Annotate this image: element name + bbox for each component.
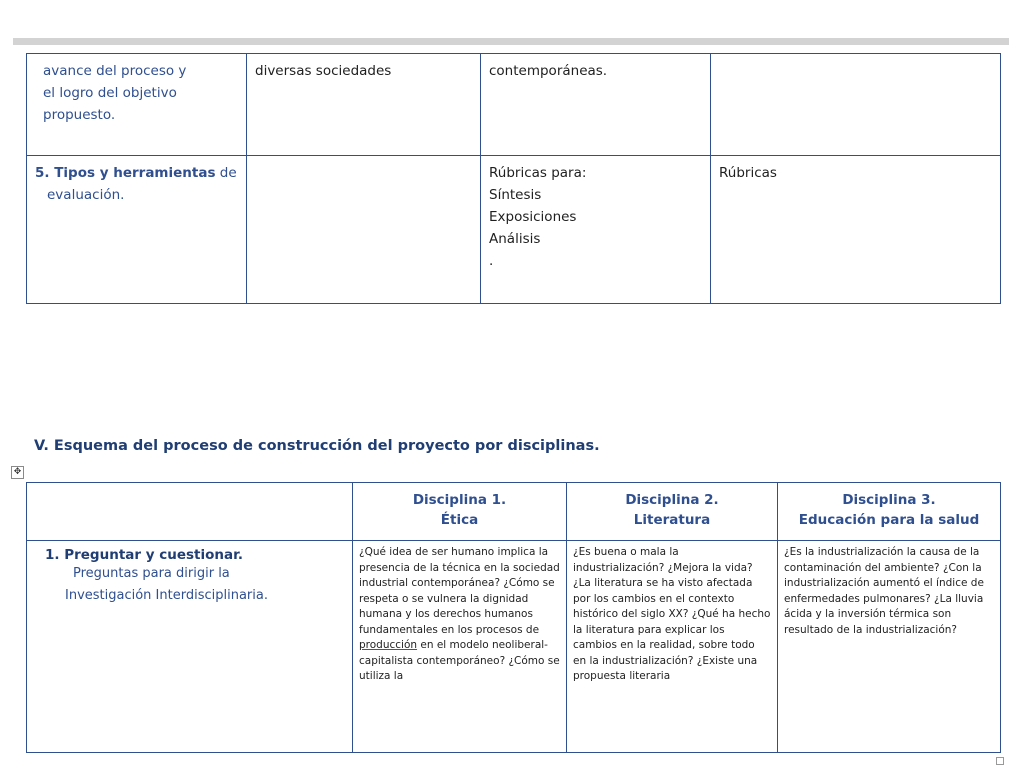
table-cell (711, 156, 1001, 304)
table-cell-evaluation-types (27, 156, 247, 304)
header-discipline-3 (778, 483, 1001, 541)
cell-text: ¿Qué idea de ser humano implica la presencia de la técnica en la sociedad industrial contemporánea? ¿Cómo se respeta o se vulnera la dignidad humana y los derechos humanos fundamentales en los procesos de (359, 546, 560, 636)
cell-line: Exposiciones (489, 209, 577, 225)
cell-line: el logro del objetivo (43, 85, 177, 101)
table-row (27, 541, 1001, 753)
table-cell-ethics-questions (353, 541, 567, 753)
cell-line: . (489, 253, 494, 269)
header-line: Educación para la salud (798, 512, 980, 528)
row-title: 1. Preguntar y cuestionar. (45, 547, 243, 563)
cell-text: diversas sociedades (255, 63, 392, 79)
cell-line: Rúbricas para: (489, 165, 587, 181)
header-discipline-2 (567, 483, 778, 541)
section-heading: V. Esquema del proceso de construcción del proyecto por disciplinas. (34, 438, 600, 454)
cell-title-bold: 5. Tipos y herramientas (35, 165, 216, 181)
cell-line: Análisis (489, 231, 541, 247)
table-cell (711, 54, 1001, 156)
evaluation-table (26, 53, 1001, 304)
table-end-marker (996, 757, 1004, 765)
cell-text: Rúbricas (719, 165, 777, 181)
cell-line: avance del proceso y (43, 63, 187, 79)
cell-text: en el modelo neoliberal-capitalista contemporáneo? ¿Cómo se utiliza la (359, 639, 560, 682)
header-line: Disciplina 3. (842, 492, 936, 508)
table-header-cell-empty (27, 483, 353, 541)
table-cell-literature-questions (567, 541, 778, 753)
header-line: Disciplina 2. (625, 492, 719, 508)
table-row (27, 156, 1001, 304)
table-cell-rubrics-list (481, 156, 711, 304)
table-row (27, 54, 1001, 156)
table-cell (247, 156, 481, 304)
table-move-handle-icon[interactable]: ✥ (11, 466, 24, 479)
cell-line: evaluación. (47, 187, 125, 203)
cell-line: Síntesis (489, 187, 542, 203)
table-cell (247, 54, 481, 156)
row-subtitle: Investigación Interdisciplinaria. (65, 588, 268, 603)
table-header-row (27, 483, 1001, 541)
cell-text: ¿Es la industrialización la causa de la contaminación del ambiente? ¿Con la industrialización aumentó el índice de enfermedades pulmonares? ¿La lluvia ácida y la inversión térmica son resultado de la industrialización? (784, 546, 984, 636)
cell-text: ¿Es buena o mala la industrialización? ¿Mejora la vida? ¿La literatura se ha visto afectada por los cambios en el contexto histórico del siglo XX? ¿Qué ha hecho la literatura para explicar los cambios en la realidad, sobre todo en la industrialización? ¿Existe una propuesta literaria (573, 546, 771, 682)
row-subtitle: Preguntas para dirigir la (73, 566, 230, 581)
spellcheck-word: producción (359, 639, 418, 651)
table-cell-health-questions (778, 541, 1001, 753)
header-line: Disciplina 1. (412, 492, 507, 508)
table-cell (481, 54, 711, 156)
header-line: Ética (440, 512, 479, 528)
header-line: Literatura (633, 512, 711, 528)
page-top-border (13, 38, 1009, 45)
table-cell-process (27, 54, 247, 156)
header-discipline-1 (353, 483, 567, 541)
cell-text: contemporáneas. (489, 63, 608, 79)
cell-line: propuesto. (43, 107, 116, 123)
cell-text: de (215, 165, 237, 181)
table-cell-question-label (27, 541, 353, 753)
disciplines-table (26, 482, 1001, 753)
